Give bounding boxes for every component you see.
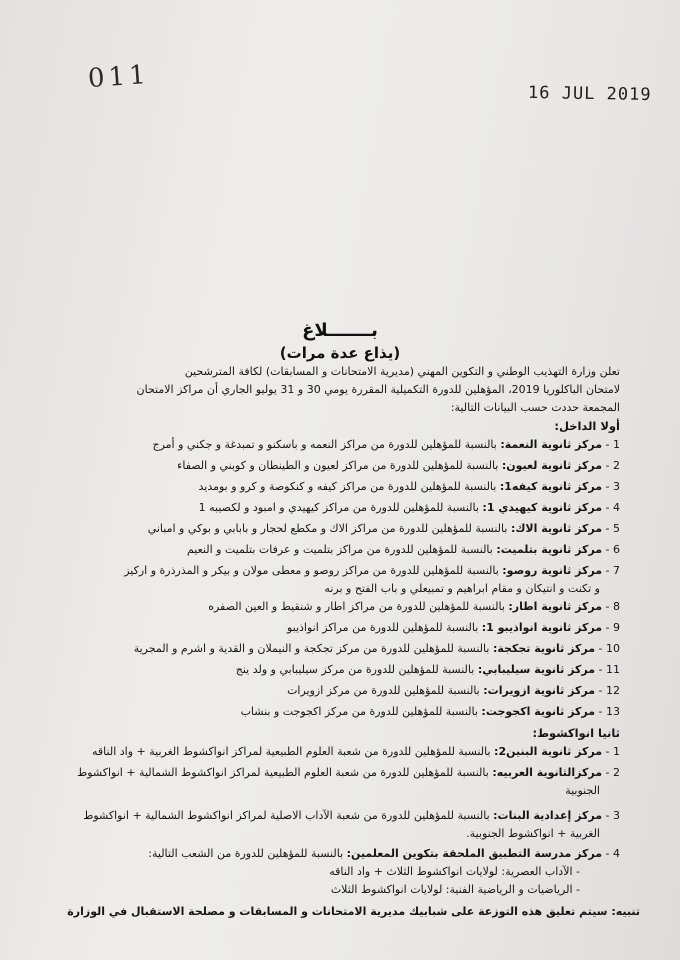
- date-stamp: 16 JUL 2019: [527, 82, 652, 106]
- note-label: تنبيه:: [611, 905, 640, 918]
- page-subtitle: (يذاع عدة مرات): [279, 344, 401, 362]
- intro-line-2: لامتحان الباكلوريا 2019، المؤهلين للدورة التكميلية المقررة يومي 30 و 31 يوليو الجاري أن مراكز الامتحان: [136, 383, 620, 396]
- list-item: 4 - مركز ثانوية كيهيدي 1: بالنسبة للمؤهلين للدورة من مراكز كيهيدي و امبود و لكصيبه 1: [198, 501, 620, 514]
- intro-line-3: المجمعة حددت حسب البيانات التالية:: [450, 401, 620, 414]
- list-item: 5 - مركز ثانوية الاك: بالنسبة للمؤهلين للدورة من مراكز الاك و مكطع لحجار و بابابي و بوكي و امباني: [147, 522, 620, 535]
- section-heading-nouakchott: ثانيا انواكشوط:: [532, 726, 620, 740]
- list-item-continuation: الجنوبية: [565, 784, 600, 797]
- list-item-continuation: الغربية + انواكشوط الجنوبية.: [466, 827, 600, 840]
- sub-bullet: - الآداب العصرية: لولايات انواكشوط الثلاث + واد الناقه: [329, 864, 580, 880]
- note: [67, 904, 640, 920]
- list-item: 3 - مركز إعدادية البنات: بالنسبة للمؤهلين للدورة من شعبة الآداب الاصلية لمراكز انواكشوط الشمالية + انواكشوط: [83, 809, 620, 822]
- list-item: 1 - مركز ثانوية النعمة: بالنسبة للمؤهلين للدورة من مراكز النعمه و باسكنو و تمبدغة و جكني و أمرج: [152, 438, 620, 451]
- intro-line-1: تعلن وزارة التهذيب الوطني و التكوين المهني (مديرية الامتحانات و المسابقات) لكافة المترشحين: [184, 365, 620, 378]
- list-item: 7 - مركز ثانوية روصو: بالنسبة للمؤهلين للدورة من مراكز روصو و معطى مولان و بيكر و المذرذرة و اركيز: [124, 564, 620, 577]
- list-item: 11 - مركز ثانوية سيليبابي: بالنسبة للمؤهلين للدورة من مركز سيليبابي و ولد ينج: [235, 663, 620, 676]
- list-item: 2 - مركز ثانوية لعيون: بالنسبة للمؤهلين للدورة من مراكز لعيون و الطينطان و كوبني و الصفاء: [177, 459, 620, 472]
- list-item: 10 - مركز ثانوية تجكجة: بالنسبة للمؤهلين للدورة من مركز تجكجة و النيملان و القدية و اشرم و المجرية: [133, 642, 620, 655]
- list-item: 13 - مركز ثانوية اكجوجت: بالنسبة للمؤهلين للدورة من مركز اكجوجت و بنشاب: [240, 705, 620, 718]
- list-item: 12 - مركز ثانوية ازويرات: بالنسبة للمؤهلين للدورة من مركز ازويرات: [287, 684, 620, 697]
- list-item: 2 - مركزالثانوية العربيه: بالنسبة للمؤهلين للدورة من شعبة العلوم الطبيعية لمراكز انواكشوط الشمالية + انواكشوط: [77, 766, 620, 779]
- list-item: 4 - مركز مدرسة التطبيق الملحقة بتكوين المعلمين: بالنسبة للمؤهلين للدورة من الشعب التالية:: [148, 847, 620, 860]
- section-heading-interior: أولا الداخل:: [554, 419, 620, 433]
- sub-bullet: - الرياضيات و الرياضية الفنية: لولايات انواكشوط الثلاث: [331, 882, 580, 898]
- note-text: سيتم تعليق هذه التوزعة على شبابيك مديرية الامتحانات و المسابقات و مصلحة الاستقبال في الوزارة: [67, 905, 612, 918]
- handwritten-number: 011: [87, 59, 151, 95]
- list-item: 1 - مركز ثانوية البنين2: بالنسبة للمؤهلين للدورة من شعبة العلوم الطبيعية لمراكز انواكشوط الغربية + واد الناقه: [92, 745, 620, 758]
- page-title: بـــــــلاغ: [302, 320, 378, 341]
- list-item-continuation: و تكنت و انتيكان و مقام ابراهيم و تمبيعلي و باب الفتح و برنه: [324, 582, 600, 595]
- list-item: 3 - مركز ثانوية كيفه1: بالنسبة للمؤهلين للدورة من مراكز كيفه و كنكوصة و كرو و بومديد: [198, 480, 620, 493]
- list-item: 8 - مركز ثانوية اطار: بالنسبة للمؤهلين للدورة من مراكز اطار و شنقيط و العين الصفره: [208, 600, 620, 613]
- list-item: 6 - مركز ثانوية بتلميت: بالنسبة للمؤهلين للدورة من مراكز بتلميت و عرفات بتلميت و النعيم: [186, 543, 620, 556]
- list-item: 9 - مركز ثانوية انواذيبو 1: بالنسبة للمؤهلين للدورة من مراكز انواذيبو: [286, 621, 620, 634]
